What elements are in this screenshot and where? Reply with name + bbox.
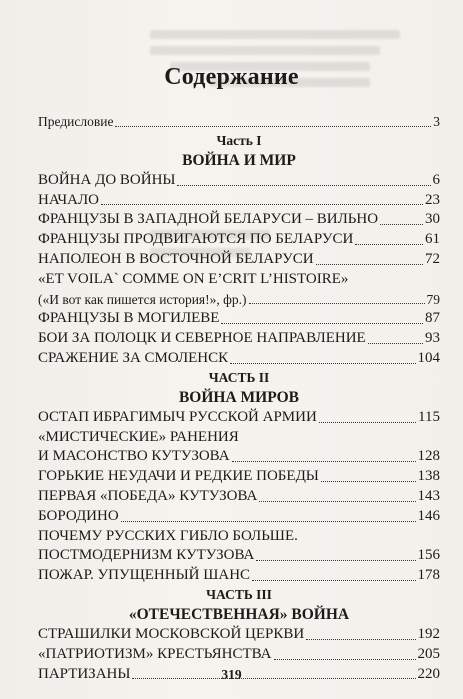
toc-entry[interactable] [38, 467, 440, 487]
dot-leader [230, 363, 415, 364]
toc-entry[interactable] [38, 408, 440, 428]
toc-entry-line: ПОЧЕМУ РУССКИХ ГИБЛО БОЛЬШЕ. [38, 527, 298, 544]
dot-leader [177, 185, 430, 186]
toc-entry-title: ФРАНЦУЗЫ В ЗАПАДНОЙ БЕЛАРУСИ – ВИЛЬНО [38, 211, 379, 228]
toc-entry[interactable] [38, 210, 440, 230]
table-of-contents [38, 112, 440, 684]
toc-entry-page: 143 [417, 487, 440, 504]
dot-leader [101, 204, 423, 205]
toc-entry-page: 192 [417, 625, 440, 642]
part-title: ВОЙНА МИРОВ [178, 388, 300, 406]
toc-entry-title: НАЧАЛО [38, 191, 99, 208]
toc-entry-page: 220 [417, 665, 440, 682]
toc-entry[interactable] [38, 171, 440, 191]
toc-entry[interactable] [38, 487, 440, 507]
dot-leader [252, 580, 415, 581]
toc-entry-title: ВОЙНА ДО ВОЙНЫ [38, 171, 176, 188]
dot-leader [274, 659, 416, 660]
toc-entry-page: 205 [417, 645, 440, 662]
dot-leader [256, 560, 415, 561]
dot-leader [259, 501, 415, 502]
part-heading: ЧАСТЬ II [208, 369, 270, 385]
toc-entry[interactable] [38, 329, 440, 349]
toc-entry-page: 115 [418, 408, 440, 425]
toc-entry-title: БОРОДИНО [38, 507, 119, 524]
toc-entry-page: 93 [425, 330, 440, 347]
toc-entry[interactable] [38, 309, 440, 329]
toc-entry-title: Предисловие [38, 114, 114, 129]
toc-entry[interactable] [38, 230, 440, 250]
toc-entry-page: 72 [425, 250, 440, 267]
toc-entry-title: ПЕРВАЯ «ПОБЕДА» КУТУЗОВА [38, 487, 258, 504]
dot-leader [380, 224, 423, 225]
toc-entry[interactable] [38, 645, 440, 665]
dot-leader [368, 343, 423, 344]
toc-entry-page: 30 [425, 211, 440, 228]
toc-entry-page: 138 [417, 468, 440, 485]
dot-leader [249, 303, 425, 304]
toc-entry-page: 104 [417, 349, 440, 366]
toc-entry[interactable] [38, 566, 440, 586]
dot-leader [321, 481, 416, 482]
dot-leader [319, 422, 416, 423]
page-number: 319 [221, 667, 242, 682]
toc-entry-page: 6 [432, 171, 440, 188]
toc-entry-page: 128 [417, 448, 440, 465]
dot-leader [355, 244, 423, 245]
toc-entry[interactable] [38, 349, 440, 369]
dot-leader [306, 639, 415, 640]
toc-entry-title: ПАРТИЗАНЫ [38, 665, 131, 682]
dot-leader [316, 264, 423, 265]
toc-entry-title: СРАЖЕНИЕ ЗА СМОЛЕНСК [38, 349, 229, 366]
toc-entry[interactable] [38, 112, 440, 132]
toc-entry-line: «МИСТИЧЕСКИЕ» РАНЕНИЯ [38, 428, 239, 445]
toc-entry-page: 79 [426, 291, 440, 307]
toc-entry[interactable] [38, 447, 440, 467]
toc-entry-title: БОИ ЗА ПОЛОЦК И СЕВЕРНОЕ НАПРАВЛЕНИЕ [38, 330, 366, 347]
toc-entry-page: 87 [425, 310, 440, 327]
dot-leader [232, 461, 416, 462]
toc-entry-title: ГОРЬКИЕ НЕУДАЧИ И РЕДКИЕ ПОБЕДЫ [38, 468, 319, 485]
dot-leader [121, 521, 416, 522]
toc-entry[interactable] [38, 546, 440, 566]
toc-entry-title: ФРАНЦУЗЫ ПРОДВИГАЮТСЯ ПО БЕЛАРУСИ [38, 231, 354, 248]
toc-entry-title: ОСТАП ИБРАГИМЫЧ РУССКОЙ АРМИИ [38, 408, 317, 425]
page-title: Содержание [164, 64, 299, 90]
toc-entry-title: НАПОЛЕОН В ВОСТОЧНОЙ БЕЛАРУСИ [38, 250, 314, 267]
toc-entry-page: 146 [417, 507, 440, 524]
toc-entry-page: 23 [425, 191, 440, 208]
dot-leader [115, 126, 431, 127]
toc-entry-title: ПОЖАР. УПУЩЕННЫЙ ШАНС [38, 567, 251, 584]
part-heading: ЧАСТЬ III [206, 586, 272, 602]
part-heading: Часть I [216, 132, 262, 148]
dot-leader [221, 323, 423, 324]
toc-entry-page: 178 [417, 567, 440, 584]
toc-entry-title: ФРАНЦУЗЫ В МОГИЛЕВЕ [38, 310, 220, 327]
toc-entry-page: 3 [433, 114, 440, 129]
toc-entry[interactable] [38, 625, 440, 645]
toc-entry[interactable] [38, 250, 440, 270]
toc-entry-title: СТРАШИЛКИ МОСКОВСКОЙ ЦЕРКВИ [38, 625, 305, 642]
toc-entry-line: «ET VOILA` COMME ON E’CRIT L’HISTOIRE» [38, 270, 349, 287]
toc-entry-title: И МАСОНСТВО КУТУЗОВА [38, 448, 230, 465]
part-title: «ОТЕЧЕСТВЕННАЯ» ВОЙНА [128, 605, 350, 623]
toc-entry-title: «ПАТРИОТИЗМ» КРЕСТЬЯНСТВА [38, 645, 272, 662]
toc-entry[interactable] [38, 191, 440, 211]
part-title: ВОЙНА И МИР [182, 151, 296, 169]
toc-entry[interactable] [38, 290, 440, 310]
toc-entry[interactable] [38, 507, 440, 527]
toc-entry-page: 61 [425, 231, 440, 248]
toc-entry-page: 156 [417, 547, 440, 564]
toc-entry-title: («И вот как пишется история!», фр.) [38, 291, 247, 307]
toc-entry-title: ПОСТМОДЕРНИЗМ КУТУЗОВА [38, 547, 255, 564]
